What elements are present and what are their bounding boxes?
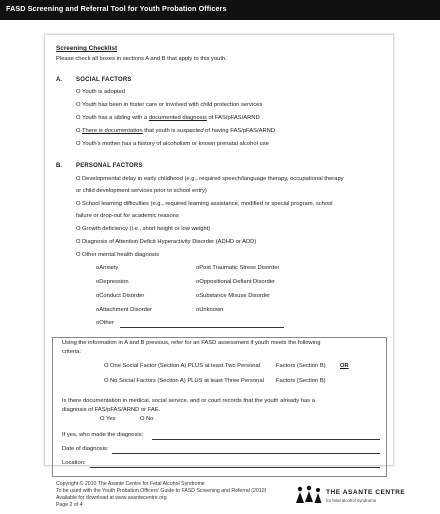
documentation-question-line1: Is there documentation in medical, social service, and or court records that the youth already has a	[62, 398, 315, 404]
radio-circle-icon: O	[76, 141, 81, 147]
criteria-or-label: OR	[340, 363, 349, 369]
asante-figures-icon	[295, 485, 323, 505]
diagnosis-location-label: Location:	[62, 460, 86, 466]
logo-tagline: for fetal alcohol syndrome	[326, 498, 377, 503]
diagnosis-date-input-line[interactable]	[112, 453, 380, 454]
mh-ptsd-option[interactable]: oPost Traumatic Stress Disorder	[196, 265, 280, 271]
personal-growth-option[interactable]: OGrowth deficiency (i.e., short height or low weight)	[76, 226, 211, 232]
personal-developmental-delay-cont: or child development services prior to school entry)	[76, 188, 207, 194]
radio-circle-icon: O	[100, 416, 105, 422]
criteria-intro-line2: criteria:	[62, 349, 82, 355]
criteria-option-one-social[interactable]: OOne Social Factor (Section A) PLUS at least Two Personal	[104, 363, 261, 369]
criteria-intro-line1: Using the information in A and B previous, refer for an FASD assessment if youth meets the following	[62, 340, 321, 346]
radio-circle-icon: O	[76, 176, 81, 182]
criteria-option-one-tail: Factors (Section B)	[276, 363, 326, 369]
personal-developmental-delay-option[interactable]: ODevelopmental delay in early childhood (e.g., required speech/language therapy, occupational therapy	[76, 176, 344, 182]
radio-circle-icon: O	[140, 416, 145, 422]
radio-circle-icon: O	[76, 239, 81, 245]
social-suspected-option[interactable]: OThere is documentation that youth is suspected of having FAS/pFAS/ARND	[76, 128, 276, 134]
footer-usage-note: To be used with the Youth Probation Officers' Guide to FASD Screening and Referral (2010)	[56, 488, 267, 494]
radio-circle-icon: O	[76, 89, 81, 95]
mh-depression-option[interactable]: oDepression	[96, 279, 129, 285]
diagnosed-by-input-line[interactable]	[152, 439, 380, 440]
checklist-instruction: Please check all boxes in sections A and B that apply to this youth.	[56, 56, 227, 62]
personal-school-difficulties-cont: failure or drop-out for academic reasons	[76, 213, 179, 219]
header-bar	[0, 0, 440, 20]
criteria-option-no-social[interactable]: ONo Social Factors (Section A) PLUS at least Three Personal	[104, 378, 264, 384]
mh-other-option[interactable]: oOther	[96, 320, 114, 326]
mh-other-input-line[interactable]	[120, 327, 284, 328]
mh-odd-option[interactable]: oOppositional Defiant Disorder	[196, 279, 275, 285]
radio-circle-icon: O	[76, 201, 81, 207]
diagnosis-no-option[interactable]: ONo	[140, 416, 154, 422]
section-a-letter: A.	[56, 77, 62, 83]
radio-circle-icon: O	[104, 378, 109, 384]
documentation-question-line2: diagnosis of FAS/pFAS/ARND or FAE.	[62, 407, 161, 413]
section-a-title: SOCIAL FACTORS	[76, 77, 132, 83]
footer-copyright: Copyright © 2010 The Asante Centre for Fetal Alcohol Syndrome	[56, 481, 205, 487]
logo-name: THE ASANTE CENTRE	[326, 489, 406, 496]
section-b-title: PERSONAL FACTORS	[76, 163, 143, 169]
radio-circle-icon: O	[76, 252, 81, 258]
mh-unknown-option[interactable]: oUnknown	[196, 307, 224, 313]
diagnosis-date-label: Date of diagnosis:	[62, 446, 109, 452]
mh-conduct-option[interactable]: oConduct Disorder	[96, 293, 145, 299]
social-sibling-diagnosis-option[interactable]: OYouth has a sibling with a documented diagnosis of FAS/pFAS/ARND	[76, 115, 260, 121]
social-mother-alcohol-option[interactable]: OYouth's mother has a history of alcoholism or known prenatal alcohol use	[76, 141, 269, 147]
footer-page-number: Page 2 of 4	[56, 502, 83, 508]
radio-circle-icon: O	[104, 363, 109, 369]
personal-mental-health-option[interactable]: OOther mental health diagnosis	[76, 252, 160, 258]
radio-circle-icon: O	[76, 128, 81, 134]
mh-anxiety-option[interactable]: oAnxiety	[96, 265, 119, 271]
personal-school-difficulties-option[interactable]: OSchool learning difficulties (e.g., required learning assistance, modified or special program, school	[76, 201, 333, 207]
diagnosed-by-label: If yes, who made the diagnosis:	[62, 432, 144, 438]
personal-adhd-option[interactable]: ODiagnosis of Attention Deficit Hyperactivity Disorder (ADHD or ADD)	[76, 239, 257, 245]
section-b-letter: B.	[56, 163, 62, 169]
social-adopted-option[interactable]: OYouth is adopted	[76, 89, 125, 95]
social-foster-care-option[interactable]: OYouth has been in foster care or involved with child protection services	[76, 102, 263, 108]
footer-download-note: Available for download at www.asantecentre.org	[56, 495, 167, 501]
diagnosis-location-input-line[interactable]	[90, 467, 380, 468]
checklist-title: Screening Checklist	[56, 45, 118, 52]
radio-circle-icon: O	[76, 102, 81, 108]
mh-attachment-option[interactable]: oAttachment Disorder	[96, 307, 153, 313]
radio-circle-icon: O	[76, 115, 81, 121]
mh-substance-option[interactable]: oSubstance Misuse Disorder	[196, 293, 271, 299]
criteria-option-two-tail: Factors (Section B)	[276, 378, 326, 384]
header-title: FASD Screening and Referral Tool for Youth Probation Officers	[6, 4, 227, 13]
radio-circle-icon: O	[76, 226, 81, 232]
diagnosis-yes-option[interactable]: OYes	[100, 416, 116, 422]
